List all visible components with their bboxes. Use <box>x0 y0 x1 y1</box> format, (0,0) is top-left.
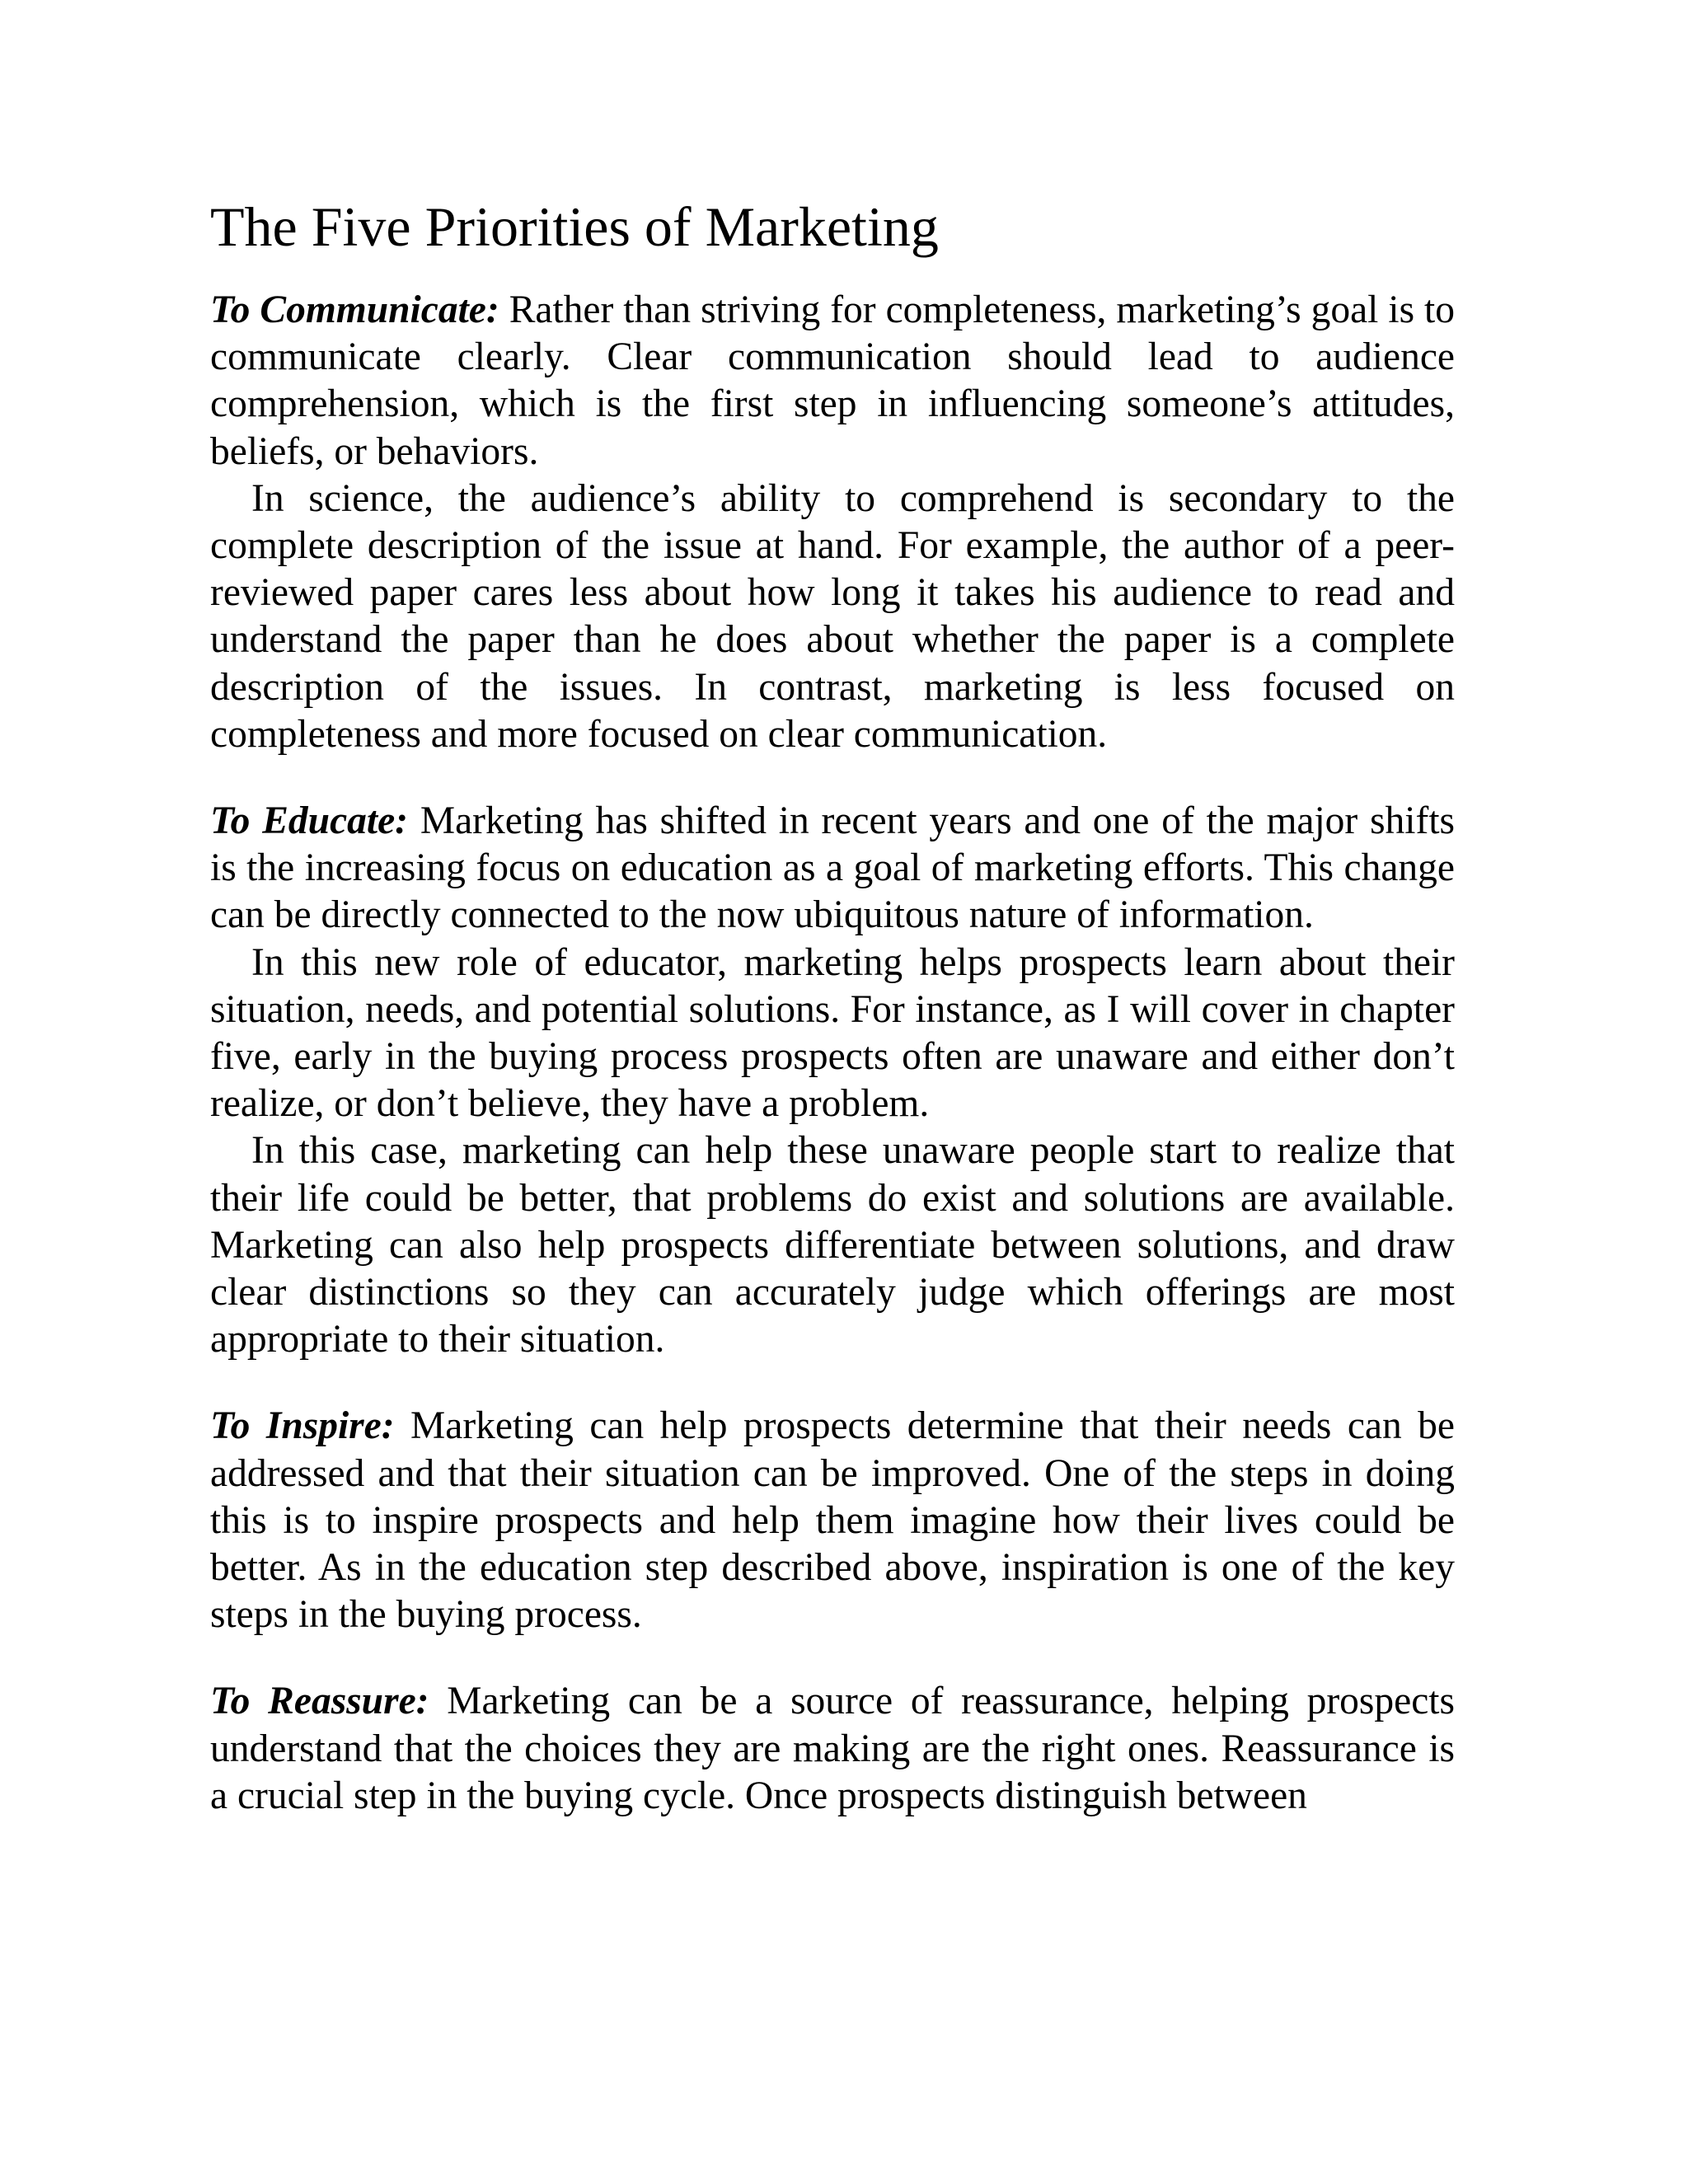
paragraph-text: Marketing has shifted in recent years and one of the major shifts is the increasing focus on education as a goal of marketing efforts. This change can be directly connected to the now ubiquitous nature of information. <box>210 799 1456 937</box>
section-paragraph <box>210 798 1455 940</box>
section-paragraph: In this case, marketing can help these unaware people start to realize that their life could be better, that problems do exist and solutions are available. Marketing can also help prospects differentiate between solutions, and draw clear distinctions so they can accurately judge which offerings are most appropriate to their situation. <box>210 1129 1455 1361</box>
section-reassure <box>210 1678 1455 1820</box>
section-paragraph <box>210 1678 1455 1820</box>
section-heading: To Inspire: <box>210 1404 395 1448</box>
section-inspire <box>210 1403 1455 1638</box>
section-communicate <box>210 287 1455 758</box>
section-heading: To Communicate: <box>210 288 499 331</box>
paragraph-text: Marketing can be a source of reassurance, helping prospects understand that the choices they are making are the right ones. Reassurance is a crucial step in the buying cycle. Once prospects distinguish between <box>210 1680 1455 1817</box>
document-page <box>210 190 1455 1859</box>
section-paragraph <box>210 287 1455 476</box>
section-paragraph <box>210 1403 1455 1638</box>
section-paragraph: In science, the audience’s ability to comprehend is secondary to the complete description of the issue at hand. For example, the author of a peer-reviewed paper cares less about how long it takes his audience to read and understand the paper than he does about whether the paper is a complete description of the issues. In contrast, marketing is less focused on completeness and more focused on clear communication. <box>210 476 1455 756</box>
paragraph-text: Marketing can help prospects determine that their needs can be addressed and that their situation can be improved. One of the steps in doing this is to inspire prospects and help them imagine how their lives could be better. As in the education step described above, inspiration is one of the key steps in the buying process. <box>210 1404 1456 1637</box>
section-heading: To Reassure: <box>210 1680 429 1723</box>
section-paragraph: In this new role of educator, marketing helps prospects learn about their situation, needs, and potential solutions. For instance, as I will cover in chapter five, early in the buying process prospects often are unaware and either don’t realize, or don’t believe, they have a problem. <box>210 940 1455 1126</box>
page-title: The Five Priorities of Marketing <box>210 195 939 258</box>
section-heading: To Educate: <box>210 799 409 843</box>
section-educate <box>210 798 1455 1363</box>
paragraph-text: Rather than striving for completeness, marketing’s goal is to communicate clearly. Clear communication should lead to audience comprehension, which is the first step in influencing someone’s attitudes, beliefs, or behaviors. <box>210 288 1455 473</box>
